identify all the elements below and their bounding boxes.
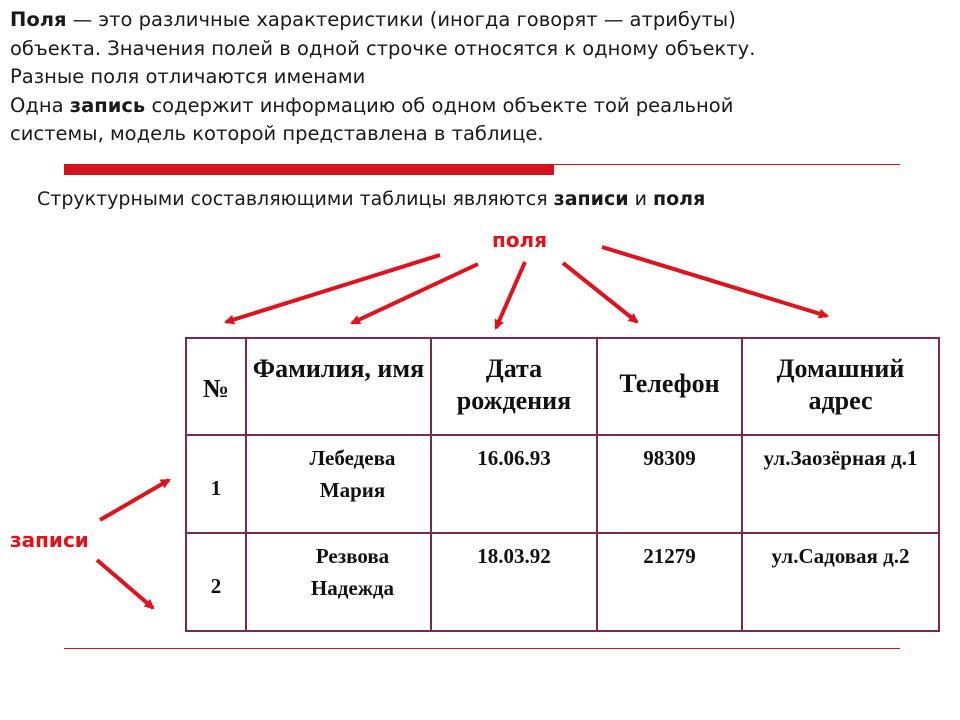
subtitle-fields-word: поля — [653, 188, 706, 210]
record-term: запись — [69, 93, 146, 117]
table-row — [186, 435, 939, 533]
bottom-divider — [64, 648, 900, 649]
header-number: № — [186, 338, 246, 435]
subtitle-text: Структурными составляющими таблицы являются — [37, 188, 554, 210]
intro-line-2: объекта. Значения полей в одной строчке относятся к одному объекту. — [10, 36, 756, 60]
cell-name: Резвова Надежда — [246, 533, 431, 631]
subtitle-records-word: записи — [553, 188, 629, 210]
cell-address: ул.Садовая д.2 — [742, 533, 939, 631]
intro-line-4-start: Одна — [10, 93, 70, 117]
intro-line-4 — [10, 92, 945, 121]
records-label: записи — [10, 528, 89, 552]
header-birthdate: Дата рождения — [431, 338, 597, 435]
header-name: Фамилия, имя — [246, 338, 431, 435]
arrow-to-date-column — [496, 262, 525, 328]
cell-phone: 21279 — [597, 533, 742, 631]
fields-label: поля — [492, 228, 548, 252]
arrow-to-name-column — [352, 264, 478, 323]
cell-address: ул.Заозёрная д.1 — [742, 435, 939, 533]
header-phone: Телефон — [597, 338, 742, 435]
intro-text — [10, 6, 945, 149]
intro-line-1-rest: — это различные характеристики (иногда говорят — атрибуты) — [66, 8, 736, 31]
arrow-to-phone-column — [563, 263, 637, 322]
subtitle-and: и — [628, 188, 653, 210]
data-table — [185, 337, 940, 632]
cell-number: 2 — [186, 533, 246, 631]
header-address: Домашний адрес — [742, 338, 939, 435]
intro-line-3: Разные поля отличаются именами — [10, 65, 366, 88]
table-row — [186, 533, 939, 631]
cell-name: Лебедева Мария — [246, 435, 431, 533]
cell-phone: 98309 — [597, 435, 742, 533]
intro-line-1 — [10, 6, 945, 35]
cell-number: 1 — [186, 435, 246, 533]
cell-birthdate: 16.06.93 — [431, 435, 597, 533]
accent-line — [554, 164, 900, 165]
subtitle — [37, 186, 705, 212]
arrow-to-address-column — [602, 247, 827, 316]
accent-bar — [64, 164, 554, 175]
table-header-row — [186, 338, 939, 435]
arrow-to-record-2 — [97, 560, 153, 608]
intro-line-5: системы, модель которой представлена в таблице. — [10, 122, 544, 145]
cell-birthdate: 18.03.92 — [431, 533, 597, 631]
intro-line-4-rest: содержит информацию об одном объекте той реальной — [145, 93, 734, 117]
fields-term: Поля — [10, 8, 67, 31]
arrow-to-record-1 — [100, 480, 169, 520]
arrow-to-number-column — [226, 255, 440, 322]
